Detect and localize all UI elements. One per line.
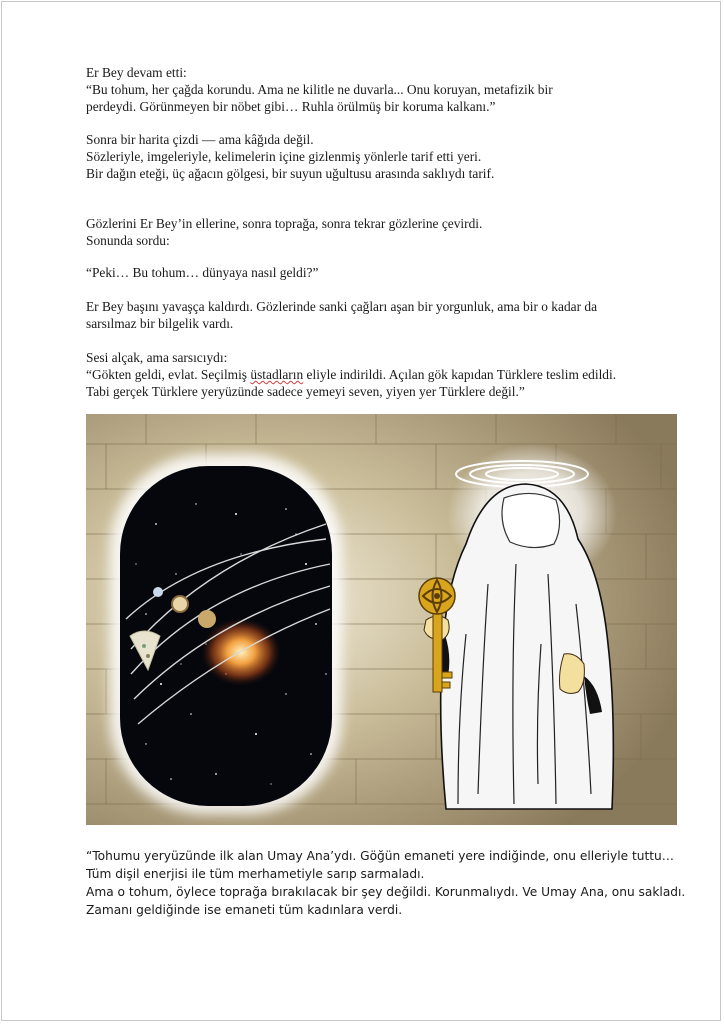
text-span: eliyle indirildi. Açılan gök kapıdan Türklere teslim edildi.	[303, 367, 617, 382]
text-line: Ama o tohum, öylece toprağa bırakılacak bir şey değildi. Korunmalıydı. Ve Umay Ana, onu sakladı.	[86, 885, 686, 899]
text-line: Sonunda sordu:	[86, 233, 170, 248]
text-line: Sonra bir harita çizdi — ama kâğıda değil.	[86, 132, 314, 147]
paragraph-question-intro	[86, 215, 686, 249]
text-line: Sesi alçak, ama sarsıcıydı:	[86, 350, 228, 365]
text-line: “Tohumu yeryüzünde ilk alan Umay Ana’ydı. Göğün emaneti yere indiğinde, onu elleriyle tuttu…	[86, 849, 674, 863]
spellcheck-word: üstadların	[250, 367, 304, 382]
hood-face	[502, 493, 560, 547]
text-line: “Peki… Bu tohum… dünyaya nasıl geldi?”	[86, 265, 319, 280]
paragraph-question	[86, 264, 686, 281]
planet-small	[153, 587, 163, 597]
text-line: Gözlerini Er Bey’in ellerine, sonra toprağa, sonra tekrar gözlerine çevirdi.	[86, 216, 483, 231]
text-line: Er Bey başını yavaşça kaldırdı. Gözlerinde sanki çağları aşan bir yorgunluk, ama bir o kadar da	[86, 299, 598, 314]
paragraph-map	[86, 131, 686, 182]
guardian-hand-right	[560, 654, 585, 694]
text-line: Bir dağın eteği, üç ağacın gölgesi, bir suyun uğultusu arasında saklıydı tarif.	[86, 166, 495, 181]
paragraph-umay-ana	[86, 847, 686, 919]
text-line: Sözleriyle, imgeleriyle, kelimelerin içine gizlenmiş yönlerle tarif etti yeri.	[86, 149, 482, 164]
text-line: Zamanı geldiğinde ise emaneti tüm kadınlara verdi.	[86, 903, 403, 917]
text-line: Tabi gerçek Türklere yeryüzünde sadece yemeyi seven, yiyen yer Türklere değil.”	[86, 384, 525, 399]
text-span: “Gökten geldi, evlat. Seçilmiş	[86, 367, 251, 382]
planet-ringed	[172, 596, 188, 612]
text-line: perdeydi. Görünmeyen bir nöbet gibi… Ruhla örülmüş bir koruma kalkanı.”	[86, 99, 496, 114]
paragraph-er-bey-speech	[86, 64, 686, 115]
text-line	[86, 366, 686, 383]
paragraph-answer	[86, 349, 686, 400]
paragraph-er-bey-reaction	[86, 298, 686, 332]
text-line: “Bu tohum, her çağda korundu. Ama ne kilitle ne duvarla... Onu koruyan, metafizik bir	[86, 82, 553, 97]
illustration-portal-and-guardian	[86, 414, 677, 825]
text-line: sarsılmaz bir bilgelik vardı.	[86, 316, 234, 331]
text-line: Tüm dişil enerjisi ile tüm merhametiyle sarıp sarmaladı.	[86, 867, 425, 881]
text-line: Er Bey devam etti:	[86, 65, 187, 80]
planet-tan	[198, 610, 216, 628]
